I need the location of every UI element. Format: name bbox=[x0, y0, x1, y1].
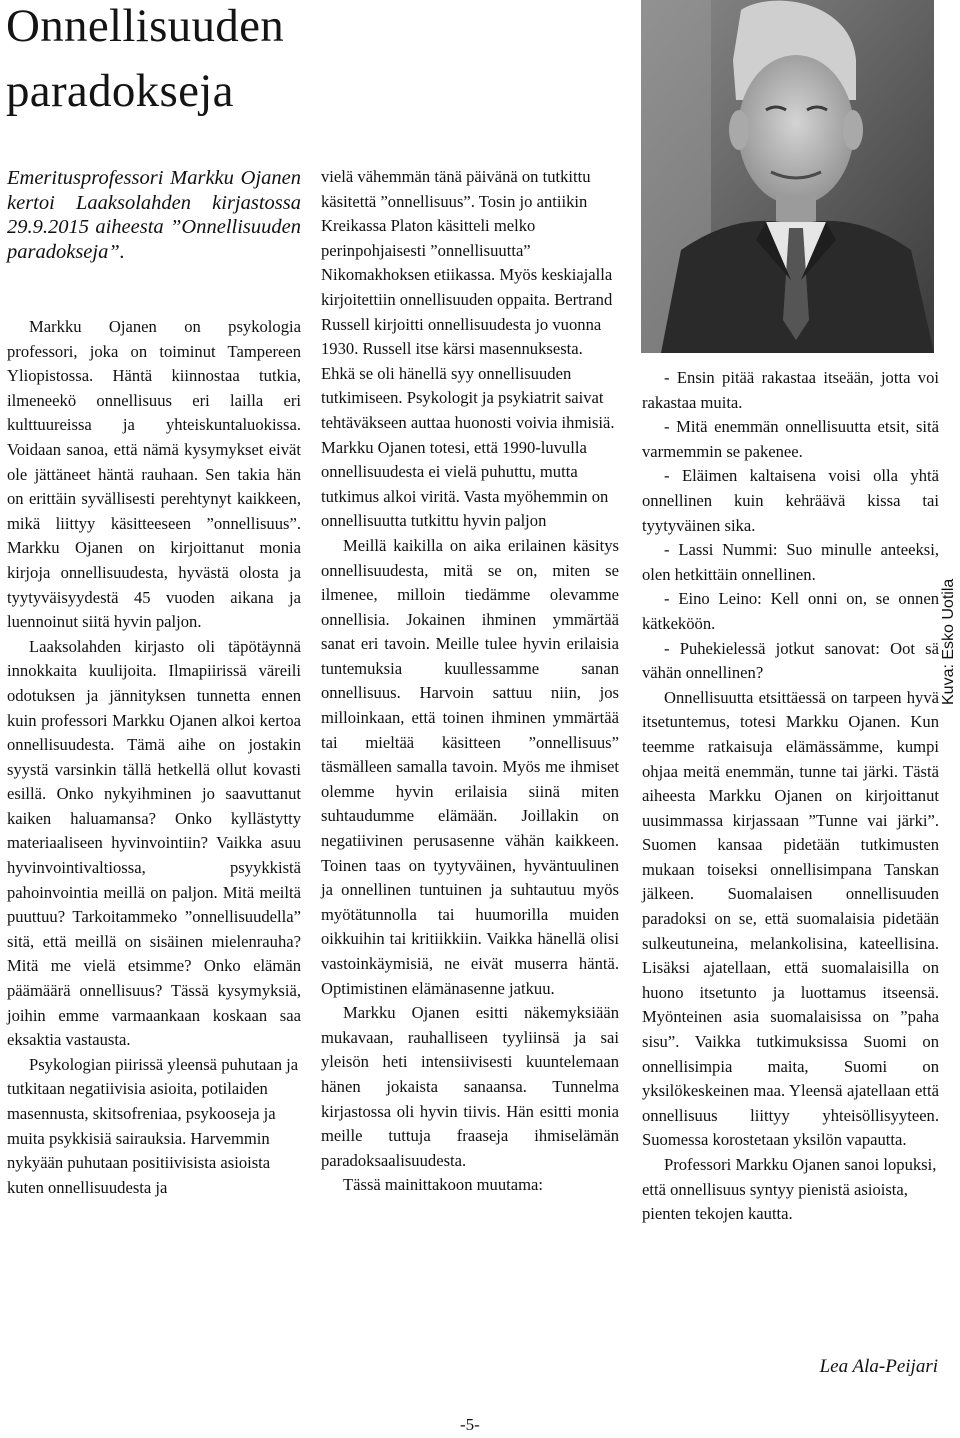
paragraph: Markku Ojanen on psykologia professori, joka on toiminut Tampereen Yliopistossa. Häntä kiinnostaa tutkia, ilmeneekö onnellisuus eri lailla eri kulttuureissa ja yhteiskuntaluokissa. Voidaan sanoa, että nämä kysymykset eivät ole jättäneet häntä rauhaan. Sen takia hän on erittäin syvällisesti perehtynyt kaikkeen, mikä liittyy käsitteeseen ”onnellisuus”. Markku Ojanen on kirjoittanut monia kirjoja onnellisuudesta, hyvästä olosta ja tyytyväisyydestä 45 vuoden aikana ja luennoinut siitä hyvin paljon. bbox=[7, 317, 301, 632]
paragraph: Professori Markku Ojanen sanoi lopuksi, että onnellisuus syntyy pienistä asioista, pienten tekojen kautta. bbox=[642, 1155, 937, 1224]
paragraph: Onnellisuutta etsittäessä on tarpeen hyvä itsetuntemus, totesi Markku Ojanen. Kun teemme ratkaisuja elämässämme, kumpi ohjaa meitä enemmän, tunne tai järki. Tästä aiheesta Markku Ojanen on kirjoittanut uusimmassa kirjassaan ”Tunne vai järki”. Suomen kansaa pidetään tutkimusten mukaan toiseksi onnellisimpana Tanskan jälkeen. Suomalaisen onnellisuuden paradoksi on se, että suomalaisia pidetään sulkeutuneina, melankolisina, kateellisina. Lisäksi ajatellaan, että suomalaisilla on huono itsetunto ja luottamus itseensä. Myönteinen asia suomalaisissa on ”paha sisu”. Vaikka tutkimuksissa Suomi on onnellisimpia maita, Suomi on yksilökeskeinen maa. Yleensä ajatellaan että onnellisuus liittyy yhteisöllisyyteen. Suomessa korostetaan yksilön vapautta. bbox=[642, 687, 939, 1150]
article-title: Onnellisuuden paradokseja bbox=[6, 0, 285, 117]
paragraph: Meillä kaikilla on aika erilainen käsitys onnellisuudesta, mitä se on, miten se ilmenee, milloin tiedämme olevamme onnellisia. Jokainen ihminen ymmärtää sanat eri tavoin. Meille tulee hyvin erilaisia tuntemuksia kuullessamme sanan onnellisuus. Harvoin sattuu niin, jos milloinkaan, että toinen ihminen ymmärtää tai mieltää käsitteen ”onnellisuus” täsmälleen samalla tavoin. Myös me ihmiset olemme hyvin erilaisia siinä miten suhtaudumme elämään. Joillakin on negatiivinen perusasenne vähän kaikkeen. Toinen taas on tyytyväinen, hyväntuulinen ja onnellinen tuntuinen ja suhtautuu myös myötätunnolla tai huumorilla muiden oikkuihin tai kritiikkiin. Vaikka hänellä olisi vastoinkäymisiä, ne eivät muserra häntä. Optimistinen elämänasenne jatkuu. bbox=[321, 535, 619, 998]
quote-item: - Puhekielessä jotkut sanovat: Oot sä vähän onnellinen? bbox=[642, 638, 939, 683]
text-column-3 bbox=[642, 366, 939, 1227]
text-column-1 bbox=[7, 315, 301, 1200]
quote-item: - Lassi Nummi: Suo minulle anteeksi, olen hetkittäin onnellinen. bbox=[642, 540, 939, 584]
quote-item: - Ensin pitää rakastaa itseään, jotta voi rakastaa muita. bbox=[642, 368, 939, 412]
author-signature: Lea Ala-Peijari bbox=[819, 1356, 938, 1377]
paragraph: Markku Ojanen esitti näkemyksiään mukavaan, rauhalliseen tyyliinsä ja sai yleisön heti intensiivisesti kuuntelemaan hänen jokaista sanaansa. Tunnelma kirjastossa oli hyvin tiivis. Hän esitti monia meille tuttuja fraaseja ihmiselämän paradoksaalisuudesta. bbox=[321, 1003, 619, 1170]
portrait-illustration bbox=[641, 0, 934, 353]
paragraph: Tässä mainittakoon muutama: bbox=[343, 1175, 544, 1195]
paragraph: Laaksolahden kirjasto oli täpötäynnä innokkaita kuulijoita. Ilmapiirissä väreili odotuksen ja jännityksen tunnetta ennen kuin professori Markku Ojanen alkoi kertoa onnellisuudesta. Tämä aihe on jostakin syystä varsinkin tällä hetkellä ollut kovasti esillä. Onko nykyihminen jo saavuttanut kaiken haluamansa? Onko kyllästytty materiaaliseen hyvinvointiin? Vaikka asuu hyvinvointivaltiossa, psyykkistä pahoinvointia meillä on paljon. Mitä meiltä puuttuu? Tarkoitammeko ”onnellisuudella” sitä, että meillä on sisäinen mielenrauha? Mitä me vielä etsimme? Onko elämän päämäärä onnellisuus? Tässä kysymyksiä, joihin emme varmaankaan koskaan saa eksaktia vastausta. bbox=[7, 636, 301, 1050]
photo-credit: Kuva: Esko Uotila bbox=[940, 578, 957, 705]
quote-item: - Mitä enemmän onnellisuutta etsit, sitä varmemmin se pakenee. bbox=[642, 417, 939, 461]
quote-item: - Eläimen kaltaisena voisi olla yhtä onnellinen kuin kehräävä kissa tai tyytyväinen sika. bbox=[642, 466, 939, 535]
paragraph: Psykologian piirissä yleensä puhutaan ja tutkitaan negatiivisia asioita, potilaiden masennusta, skitsofreniaa, psykooseja ja muita psykkisiä sairauksia. Harvemmin nykyään puhutaan positiivisista asioista kuten onnellisuudesta ja bbox=[7, 1054, 299, 1197]
portrait-photo bbox=[641, 0, 934, 353]
article-lead: Emeritusprofessori Markku Ojanen kertoi Laaksolahden kirjastossa 29.9.2015 aiheesta ”Onnellisuuden paradokseja”. bbox=[7, 167, 301, 263]
paragraph: vielä vähemmän tänä päivänä on tutkittu käsitettä ”onnellisuus”. Tosin jo antiikin Kreikassa Platon käsitteli melko perinpohjaisesti ”onnellisuutta” Nikomakhoksen etiikassa. Myös keskiajalla kirjoitettiin onnellisuuden oppaita. Bertrand Russell kirjoitti onnellisuudesta jo vuonna 1930. Russell itse kärsi masennuksesta. Ehkä se oli hänellä syy onnellisuuden tutkimiseen. Psykologit ja psykiatrit saivat tehtäväkseen auttaa huonosti voivia ihmisiä. Markku Ojanen totesi, että 1990-luvulla onnellisuudesta ei vielä puhuttu, mutta tutkimus alkoi viritä. Vasta myöhemmin on onnellisuutta tutkittu hyvin paljon bbox=[321, 167, 615, 531]
quote-item: - Eino Leino: Kell onni on, se onnen kätkeköön. bbox=[642, 589, 939, 633]
text-column-2 bbox=[321, 165, 619, 1198]
page-number: -5- bbox=[460, 1415, 480, 1434]
